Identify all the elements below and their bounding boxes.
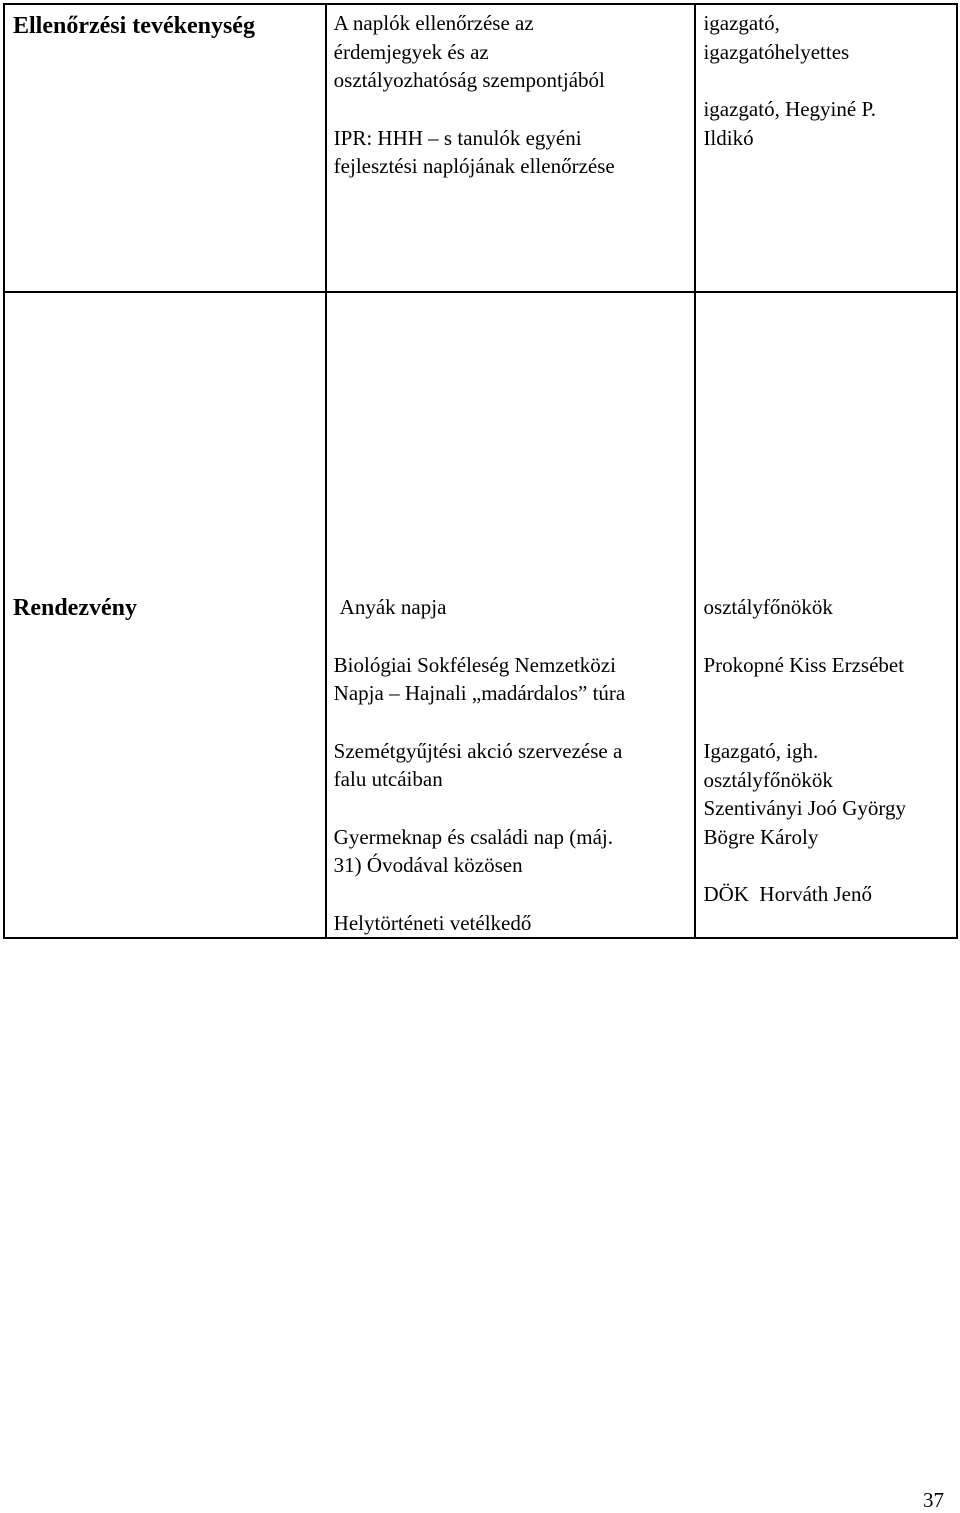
text-line: érdemjegyek és az [333, 39, 489, 64]
responsible-entry [703, 95, 954, 152]
activity-table [3, 3, 958, 939]
text-line: DÖK Horváth Jenő [703, 882, 872, 906]
text-line: igazgatóhelyettes [703, 39, 850, 64]
responsible-entry [703, 9, 954, 66]
text-line: IPR: HHH – s tanulók egyéni [333, 125, 582, 150]
category-label: Rendezvény [13, 595, 137, 621]
text-line: falu utcáiban [333, 767, 443, 791]
category-cell [4, 292, 326, 938]
text-line: Ildikó [703, 125, 754, 150]
activity-entry [334, 737, 691, 794]
page-number: 37 [923, 1488, 944, 1512]
text-line: Biológiai Sokféleség Nemzetközi [333, 652, 616, 677]
responsible-cell [695, 292, 957, 938]
activity-entry [334, 593, 691, 622]
responsible-entry [703, 880, 954, 909]
text-line: 31) Óvodával közösen [333, 853, 523, 877]
text-line: osztályozhatóság szempontjából [333, 68, 605, 92]
responsible-entry [703, 593, 954, 622]
text-line: A naplók ellenőrzése az [333, 11, 534, 35]
text-line: Szentiványi Joó György [703, 796, 907, 820]
text-line: Helytörténeti vetélkedő [333, 910, 532, 935]
text-line: Napja – Hajnali „madárdalos” túra [333, 681, 626, 705]
activity-entry [334, 823, 691, 880]
activity-cell [326, 4, 696, 292]
text-line: igazgató, [703, 11, 780, 35]
text-line: osztályfőnökök [703, 595, 833, 619]
activity-entry [334, 909, 691, 938]
activity-cell [326, 292, 696, 938]
category-label: Ellenőrzési tevékenység [13, 13, 255, 39]
responsible-entry [703, 651, 954, 680]
text-line: igazgató, Hegyiné P. [703, 97, 877, 121]
category-cell [4, 4, 326, 292]
text-line: Igazgató, igh. [703, 739, 819, 763]
table-row-check [4, 4, 957, 292]
text-line: osztályfőnökök [703, 767, 833, 792]
text-line: Anyák napja [339, 595, 447, 619]
text-line: Gyermeknap és családi nap (máj. [333, 824, 613, 849]
table-row-event [4, 292, 957, 938]
text-line: Bögre Károly [703, 824, 819, 849]
responsible-cell [695, 4, 957, 292]
text-line: Szemétgyűjtési akció szervezése a [333, 738, 623, 763]
text-line: fejlesztési naplójának ellenőrzése [333, 154, 615, 178]
activity-entry [334, 124, 691, 181]
text-line: Prokopné Kiss Erzsébet [703, 652, 905, 677]
responsible-entry [703, 737, 954, 851]
activity-entry [334, 651, 691, 708]
activity-entry [334, 9, 691, 95]
